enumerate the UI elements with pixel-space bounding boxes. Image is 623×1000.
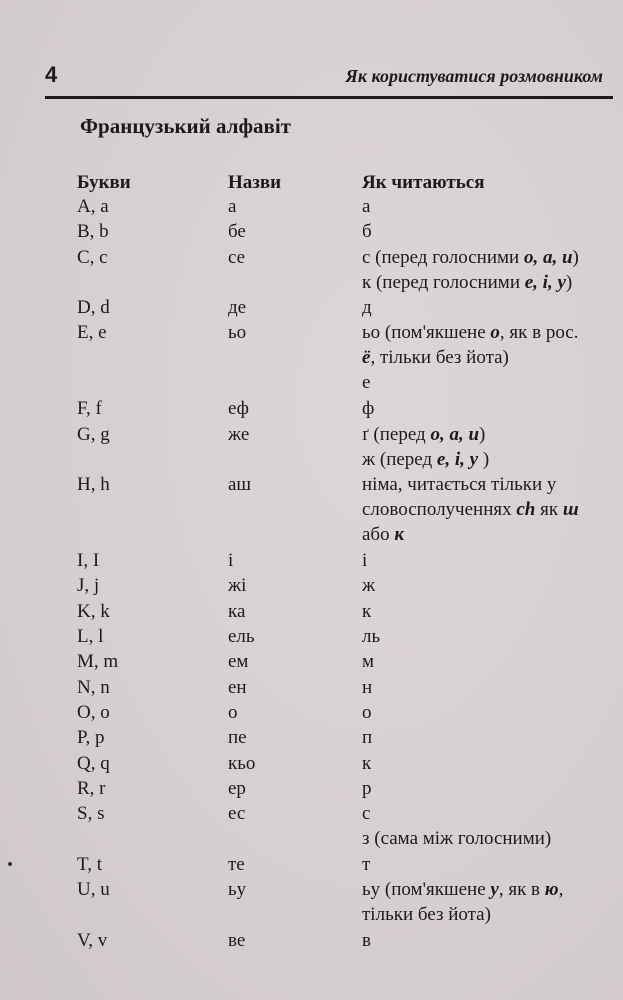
reading-cell [362, 548, 622, 573]
alphabet-row [0, 194, 623, 219]
reading-cell [362, 877, 622, 927]
reading-line: к [362, 600, 372, 622]
reading-line: к [362, 752, 372, 774]
column-header-names: Назви [228, 172, 282, 193]
alphabet-row [0, 396, 623, 421]
alphabet-row [0, 700, 623, 725]
reading-cell [362, 751, 622, 776]
alphabet-row [0, 422, 623, 473]
reading-line: р [362, 777, 372, 799]
letter-cell: O, o [77, 701, 110, 723]
reading-line: ьу (пом'якшене у, як в ю, [362, 879, 564, 901]
name-cell: ка [228, 600, 246, 622]
page-header [45, 62, 615, 96]
reading-cell [362, 675, 622, 700]
letter-cell: N, n [77, 676, 110, 698]
letter-cell: Q, q [77, 752, 110, 774]
name-cell: ер [228, 777, 246, 799]
letter-cell: S, s [77, 803, 105, 825]
reading-cell [362, 928, 622, 953]
alphabet-row [0, 776, 623, 801]
name-cell: жі [228, 575, 247, 597]
reading-cell [362, 245, 622, 295]
alphabet-row [0, 649, 623, 674]
reading-cell [362, 700, 622, 725]
name-cell: пе [228, 727, 247, 749]
reading-cell [362, 320, 622, 395]
alphabet-row [0, 725, 623, 750]
reading-cell [362, 725, 622, 750]
alphabet-row [0, 877, 623, 928]
reading-line: б [362, 221, 372, 243]
name-cell: се [228, 246, 246, 268]
alphabet-row [0, 928, 623, 953]
name-cell: те [228, 853, 245, 875]
name-cell: еф [228, 398, 249, 420]
reading-line: н [362, 676, 373, 698]
letter-cell: T, t [77, 853, 102, 875]
reading-cell [362, 219, 622, 244]
alphabet-row [0, 472, 623, 548]
letter-cell: D, d [77, 297, 110, 319]
letter-cell: C, c [77, 246, 108, 268]
reading-line: тільки без йота) [362, 904, 491, 926]
reading-cell [362, 472, 622, 547]
reading-cell [362, 599, 622, 624]
reading-line: ьо (пом'якшене о, як в рос. [362, 322, 579, 344]
alphabet-row [0, 624, 623, 649]
name-cell: ен [228, 676, 247, 698]
running-title: Як користуватися розмовником [345, 66, 603, 86]
reading-line: е [362, 372, 371, 394]
name-cell: о [228, 701, 238, 723]
reading-line: м [362, 651, 375, 673]
name-cell: ель [228, 626, 255, 648]
page-number: 4 [45, 62, 58, 87]
letter-cell: E, e [77, 322, 107, 344]
column-header-letters: Букви [77, 172, 131, 193]
letter-cell: U, u [77, 879, 110, 901]
alphabet-row [0, 548, 623, 573]
letter-cell: V, v [77, 929, 108, 951]
alphabet-row [0, 599, 623, 624]
name-cell: ьо [228, 322, 247, 344]
reading-line: с [362, 803, 371, 825]
reading-line: т [362, 853, 371, 875]
reading-line: с (перед голосними о, а, и) [362, 246, 579, 268]
reading-cell [362, 422, 622, 472]
letter-cell: I, I [77, 550, 100, 572]
reading-line: ф [362, 398, 375, 420]
letter-cell: P, p [77, 727, 105, 749]
reading-line: німа, читається тільки у [362, 474, 557, 496]
name-cell: бе [228, 221, 246, 243]
reading-cell [362, 396, 622, 421]
letter-cell: B, b [77, 221, 109, 243]
letter-cell: K, k [77, 600, 110, 622]
reading-line: або к [362, 524, 404, 546]
name-cell: a [228, 196, 237, 217]
reading-line: д [362, 297, 372, 319]
reading-cell [362, 624, 622, 649]
reading-line: ё, тільки без йота) [362, 347, 509, 369]
reading-line: і [362, 550, 368, 572]
alphabet-row [0, 852, 623, 877]
reading-cell [362, 649, 622, 674]
name-cell: же [228, 423, 250, 445]
reading-line: а [362, 196, 371, 217]
reading-cell [362, 194, 622, 219]
name-cell: ем [228, 651, 249, 673]
reading-line: з (сама між голосними) [362, 828, 552, 850]
reading-cell [362, 801, 622, 851]
name-cell: і [228, 550, 234, 572]
letter-cell: H, h [77, 474, 110, 496]
letter-cell: A, a [77, 196, 109, 217]
column-header-reading: Як читаються [362, 172, 485, 193]
alphabet-row [0, 573, 623, 598]
alphabet-row [0, 219, 623, 244]
reading-line: ґ (перед о, а, и) [362, 423, 486, 445]
letter-cell: L, l [77, 626, 104, 648]
alphabet-row [0, 751, 623, 776]
name-cell: ьу [228, 879, 247, 901]
reading-line: ж [362, 575, 376, 597]
alphabet-table [0, 194, 623, 953]
name-cell: ес [228, 803, 246, 825]
header-rule [45, 96, 613, 99]
reading-line: в [362, 929, 371, 951]
reading-cell [362, 295, 622, 320]
reading-line: ль [362, 626, 381, 648]
reading-line: словосполученнях ch як ш [362, 499, 579, 521]
letter-cell: G, g [77, 423, 110, 445]
reading-cell [362, 573, 622, 598]
alphabet-row [0, 801, 623, 852]
name-cell: аш [228, 474, 252, 496]
letter-cell: J, j [77, 575, 100, 597]
alphabet-row [0, 320, 623, 396]
reading-line: п [362, 727, 373, 749]
letter-cell: M, m [77, 651, 119, 673]
margin-dot [8, 862, 12, 866]
reading-cell [362, 852, 622, 877]
alphabet-row [0, 295, 623, 320]
reading-line: ж (перед е, і, у ) [362, 448, 490, 470]
alphabet-row [0, 675, 623, 700]
name-cell: ве [228, 929, 246, 951]
reading-cell [362, 776, 622, 801]
reading-line: о [362, 701, 372, 723]
reading-line: к (перед голосними е, і, у) [362, 271, 573, 293]
letter-cell: R, r [77, 777, 106, 799]
name-cell: де [228, 297, 247, 319]
alphabet-row [0, 245, 623, 296]
section-title: Французький алфавіт [80, 114, 291, 138]
name-cell: кьо [228, 752, 256, 774]
letter-cell: F, f [77, 398, 102, 420]
